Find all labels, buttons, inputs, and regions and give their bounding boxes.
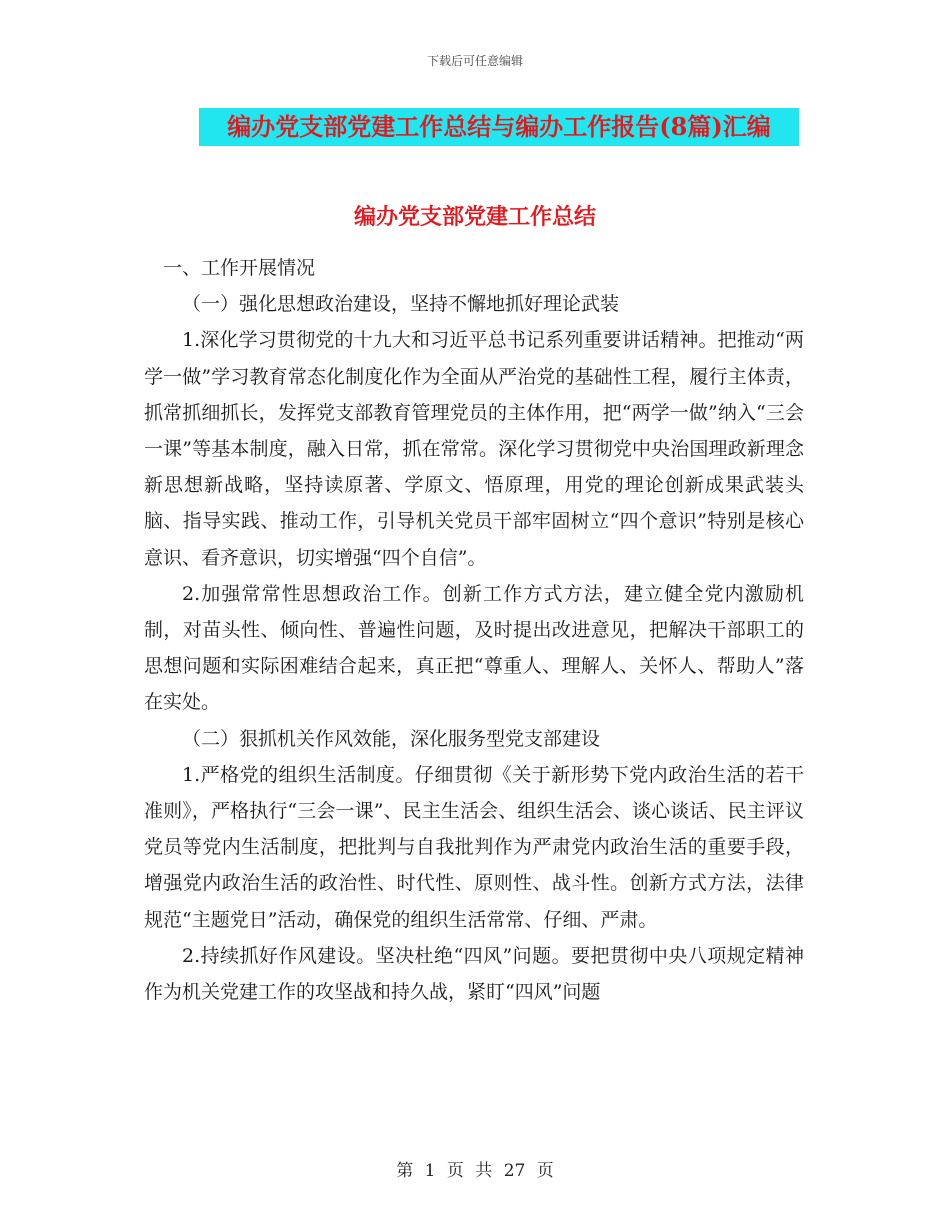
page-header: 下载后可任意编辑 — [426, 54, 523, 68]
body-paragraph: 2.加强常常性思想政治工作。创新工作方式方法，建立健全党内激励机制，对苗头性、倾向性、普遍性问题，及时提出改进意见，把解决干部职工的思想问题和实际困难结合起来，真正把“尊重人、理解人、关怀人、帮助人”落在实处。 — [144, 582, 804, 714]
document-title: 编办党支部党建工作总结与编办工作报告(8篇)汇编 — [199, 108, 799, 146]
heading-level-2: （二）狠抓机关作风效能，深化服务型党支部建设 — [182, 727, 601, 750]
section-title: 编办党支部党建工作总结 — [353, 204, 596, 230]
body-paragraph: 2.持续抓好作风建设。坚决杜绝“四风”问题。要把贯彻中央八项规定精神作为机关党建工作的攻坚战和持久战，紧盯“四风”问题 — [144, 944, 804, 1004]
body-paragraph: 1.严格党的组织生活制度。仔细贯彻《关于新形势下党内政治生活的若干准则》，严格执行“三会一课”、民主生活会、组织生活会、谈心谈话、民主评议党员等党内生活制度，把批判与自我批判作为严肃党内政治生活的重要手段，增强党内政治生活的政治性、时代性、原则性、战斗性。创新方式方法，法律规范“主题党日”活动，确保党的组织生活常常、仔细、严肃。 — [144, 763, 804, 931]
page-number-footer: 第 1 页 共 27 页 — [396, 1161, 554, 1181]
document-body — [144, 250, 804, 1010]
heading-level-1: 一、工作开展情况 — [163, 257, 316, 279]
heading-level-2: （一）强化思想政治建设，坚持不懈地抓好理论武装 — [182, 293, 620, 316]
body-paragraph: 1.深化学习贯彻党的十九大和习近平总书记系列重要讲话精神。把推动“两学一做”学习教育常态化制度化作为全面从严治党的基础性工程，履行主体责，抓常抓细抓长，发挥党支部教育管理党员的主体作用，把“两学一做”纳入“三会一课”等基本制度，融入日常，抓在常常。深化学习贯彻党中央治国理政新理念新思想新战略，坚持读原著、学原文、悟原理，用党的理论创新成果武装头脑、指导实践、推动工作，引导机关党员干部牢固树立“四个意识”特别是核心意识、看齐意识，切实增强“四个自信”。 — [144, 329, 804, 569]
